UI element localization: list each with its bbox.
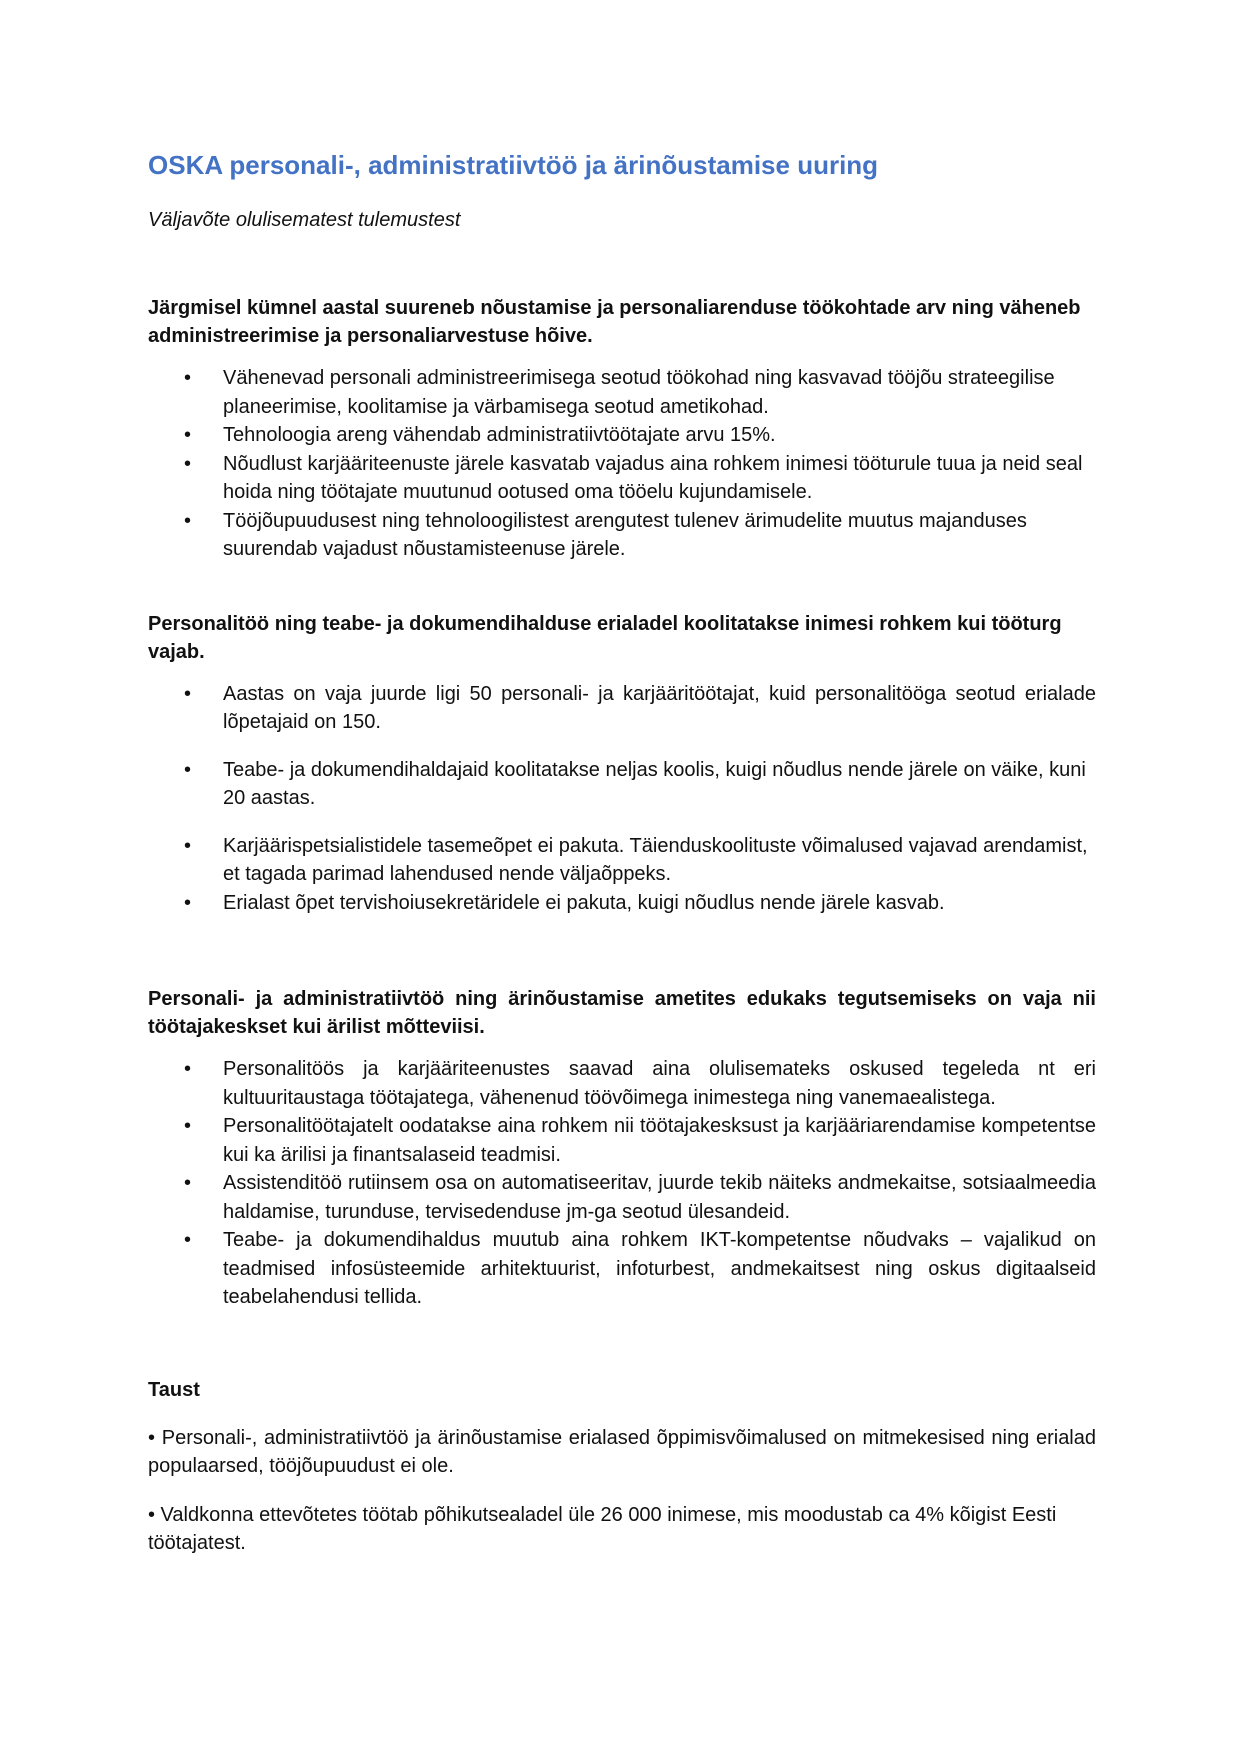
bullet-icon: • — [184, 1115, 192, 1137]
list-item-text: Karjäärispetsialistidele tasemeõpet ei pakuta. Täienduskoolituste võimalused vajavad arendamist, et tagada parimad lahendused nende väljaõppeks. — [223, 834, 1088, 885]
list-item-text: Nõudlust karjääriteenuste järele kasvatab vajadus aina rohkem inimesi tööturule tuua ja neid seal hoida ning töötajate muutunud ootused oma tööelu kujundamisele. — [223, 452, 1083, 503]
list-item — [184, 680, 1096, 737]
bullet-icon: • — [184, 1058, 192, 1080]
list-item — [184, 1055, 1096, 1112]
bullet-icon: • — [184, 891, 192, 914]
document-page — [148, 148, 1096, 1578]
bullet-list — [148, 680, 1096, 918]
list-item-text: Personalitöötajatelt oodatakse aina rohkem nii töötajakesksust ja karjääriarendamise kompetentse kui ka ärilisi ja finantsalaseid teadmisi. — [223, 1115, 1096, 1166]
bullet-icon: • — [184, 758, 192, 781]
background-paragraph: • Valdkonna ettevõtetes töötab põhikutsealadel üle 26 000 inimese, mis moodustab ca 4% kõigist Eesti töötajatest. — [148, 1503, 1057, 1554]
bullet-list — [148, 1055, 1096, 1312]
list-item-text: Teabe- ja dokumendihaldus muutub aina rohkem IKT-kompetentse nõudvaks – vajalikud on teadmised infosüsteemide arhitektuurist, infoturbest, andmekaitsest ning oskus digitaalseid teabelahendusi tellida. — [223, 1229, 1096, 1308]
bullet-icon: • — [184, 1172, 192, 1194]
list-item — [184, 1112, 1096, 1169]
list-item — [184, 832, 1096, 889]
bullet-icon: • — [184, 1229, 192, 1251]
section-heading: Personalitöö ning teabe- ja dokumendihalduse erialadel koolitatakse inimesi rohkem kui tööturg vajab. — [148, 612, 1062, 663]
list-item — [184, 421, 1096, 450]
section-heading: Järgmisel kümnel aastal suureneb nõustamise ja personaliarenduse töökohtade arv ning väheneb administreerimise ja personaliarvestuse hõive. — [148, 297, 1081, 347]
list-item-text: Aastas on vaja juurde ligi 50 personali- ja karjääritöötajat, kuid personalitööga seotud erialade lõpetajaid on 150. — [223, 682, 1096, 733]
bullet-icon: • — [184, 452, 192, 475]
section-employment-trends — [148, 294, 1096, 564]
list-item — [184, 1226, 1096, 1312]
section-background — [148, 1376, 1096, 1558]
bullet-icon: • — [184, 834, 192, 857]
list-item — [184, 507, 1096, 564]
list-item-text: Teabe- ja dokumendihaldajaid koolitatakse neljas koolis, kuigi nõudlus nende järele on väike, kuni 20 aastas. — [223, 758, 1086, 809]
list-item — [184, 1169, 1096, 1226]
list-item-text: Tööjõupuudusest ning tehnoloogilistest arengutest tulenev ärimudelite muutus majanduses suurendab vajadust nõustamisteenuse järele. — [223, 509, 1027, 560]
bullet-list — [148, 364, 1096, 564]
background-heading: Taust — [148, 1378, 200, 1401]
list-item — [184, 364, 1096, 421]
bullet-icon: • — [184, 367, 192, 389]
section-training-supply — [148, 610, 1096, 918]
list-item-text: Assistenditöö rutiinsem osa on automatiseeritav, juurde tekib näiteks andmekaitse, sotsiaalmeedia haldamise, turunduse, tervisedenduse jm-ga seotud ülesandeid. — [223, 1172, 1096, 1223]
list-item — [184, 450, 1096, 507]
document-title: OSKA personali-, administratiivtöö ja ärinõustamise uuring — [148, 150, 879, 180]
list-item-text: Erialast õpet tervishoiusekretäridele ei pakuta, kuigi nõudlus nende järele kasvab. — [223, 891, 945, 914]
list-item-text: Vähenevad personali administreerimisega seotud töökohad ning kasvavad tööjõu strateegilise planeerimise, koolitamise ja värbamisega seotud ametikohad. — [223, 367, 1055, 418]
list-item-text: Personalitöös ja karjääriteenustes saavad aina olulisemateks oskused tegeleda nt eri kultuuritaustaga töötajatega, vähenenud töövõimega inimestega ning vanemaealistega. — [223, 1058, 1096, 1109]
bullet-icon: • — [184, 682, 192, 705]
document-subtitle: Väljavõte olulisematest tulemustest — [148, 209, 461, 231]
list-item — [184, 889, 1096, 918]
section-required-mindset — [148, 985, 1096, 1312]
list-item — [184, 756, 1096, 813]
bullet-icon: • — [184, 509, 192, 532]
section-heading: Personali- ja administratiivtöö ning ärinõustamise ametites edukaks tegutsemiseks on vaja nii töötajakeskset kui ärilist mõtteviisi. — [148, 988, 1096, 1038]
background-paragraph: • Personali-, administratiivtöö ja ärinõustamise erialased õppimisvõimalused on mitmekesised ning erialad populaarsed, tööjõupuudust ei ole. — [148, 1426, 1096, 1477]
list-item-text: Tehnoloogia areng vähendab administratiivtöötajate arvu 15%. — [223, 424, 776, 446]
bullet-icon: • — [184, 424, 192, 446]
